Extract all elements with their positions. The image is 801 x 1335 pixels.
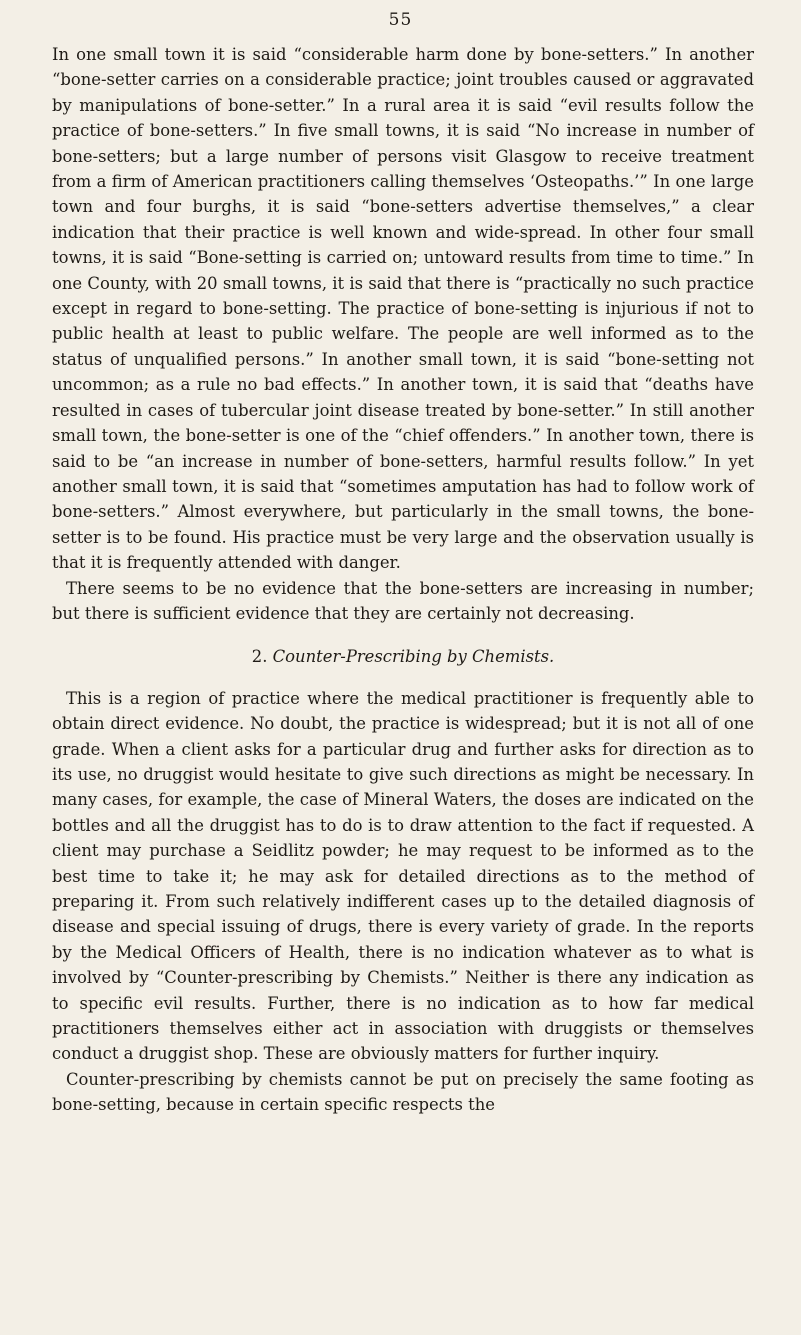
section-title: Counter-Prescribing by Chemists. [272, 647, 555, 667]
paragraph-bone-setters-summary: There seems to be no evidence that the bone-setters are increasing in number; but there is sufficient evidence that they are certainly not decreasing. [52, 578, 754, 623]
paragraph-bone-setters-reports: In one small town it is said “considerable harm done by bone-setters.” In another “bone-setter carries on a considerable practice; joint troubles caused or aggravated by manipulations of bone-setter.” In a rural area it is said “evil results follow the practice of bone-setters.” In five small towns, it is said “No increase in number of bone-setters; but a large number of persons visit Glasgow to receive treatment from a firm of American practitioners calling themselves ‘Osteopaths.’” In one large town and four burghs, it is said “bone-setters advertise themselves,” a clear indication that their practice is well known and wide-spread. In other four small towns, it is said “Bone-setting is carried on; untoward results from time to time.” In one County, with 20 small towns, it is said that there is “practically no such practice except in regard to bone-setting. The practice of bone-setting is injurious if not to public health at least to public welfare. The people are well informed as to the status of unqualified persons.” In another small town, it is said “bone-setting not uncommon; as a rule no bad effects.” In another town, it is said that “deaths have resulted in cases of tubercular joint disease treated by bone-setter.” In still another small town, the bone-setter is one of the “chief offenders.” In another town, there is said to be “an increase in number of bone-setters, harmful results follow.” In yet another small town, it is said that “sometimes amputation has had to follow work of bone-setters.” Almost everywhere, but particularly in the small towns, the bone-setter is to be found. His practice must be very large and the observation usually is that it is frequently attended with danger. [52, 45, 754, 573]
paragraph-counter-prescribing-continued: Counter-prescribing by chemists cannot be put on precisely the same footing as bone-setting, because in certain specific respects the [52, 1069, 754, 1115]
section-heading [52, 644, 754, 669]
paragraph-counter-prescribing: This is a region of practice where the medical practitioner is frequently able to obtain direct evidence. No doubt, the practice is widespread; but it is not all of one grade. When a client asks for a particular drug and further asks for direction as to its use, no druggist would hesitate to give such directions as might be necessary. In many cases, for example, the case of Mineral Waters, the doses are indicated on the bottles and all the druggist has to do is to draw attention to the fact if requested. A client may purchase a Seidlitz powder; he may request to be informed as to the best time to take it; he may ask for detailed directions as to the method of preparing it. From such relatively indifferent cases up to the detailed diagnosis of disease and special issuing of drugs, there is every variety of grade. In the reports by the Medical Officers of Health, there is no indication whatever as to what is involved by “Counter-prescribing by Chemists.” Neither is there any indication as to specific evil results. Further, there is no indication as to how far medical practitioners themselves either act in association with druggists or themselves conduct a druggist shop. These are obviously matters for further inquiry. [52, 688, 754, 1064]
section-number: 2. [251, 647, 268, 667]
page-number: 55 [388, 10, 413, 30]
body-text [52, 42, 754, 1118]
